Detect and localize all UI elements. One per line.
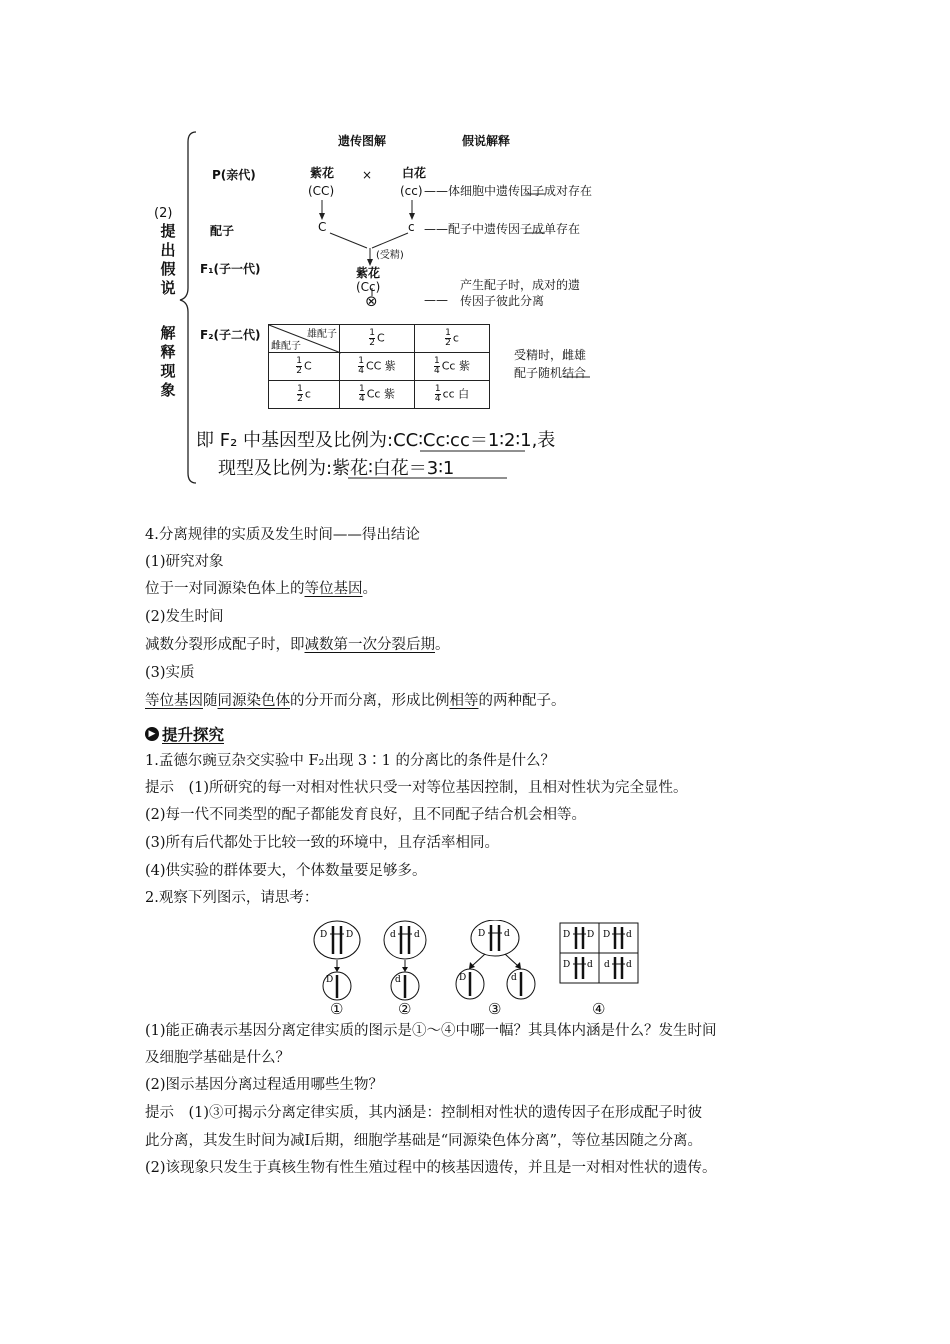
punnett-table <box>268 324 490 409</box>
section4-q3: (3)实质 <box>145 665 195 681</box>
genotype-cc: (cc) <box>400 184 423 198</box>
svg-text:D: D <box>459 973 467 983</box>
svg-text:d: d <box>390 930 396 940</box>
selfing-symbol: ⊗ <box>365 292 378 310</box>
explain-segregation-1: 产生配子时，成对的遗 <box>460 278 581 292</box>
diagram-2 <box>384 921 426 1000</box>
caption-2: ② <box>398 1000 412 1018</box>
cell-cc: $\frac{1}{4}$ cc 白 <box>415 381 490 409</box>
gamete-c: c <box>408 220 415 234</box>
explain-dash: —— <box>424 293 448 307</box>
explore-tip-1: 提示 (1)所研究的每一对相对性状只受一对等位基因控制，且相对性状为完全显性。 <box>145 780 688 796</box>
svg-text:d: d <box>604 960 610 970</box>
male-gamete-C: $\frac{1}{2}$ C <box>340 325 415 353</box>
explore-ans1-line1: 提示 (1)③可揭示分离定律实质，其内涵是：控制相对性状的遗传因子在形成配子时彼 <box>145 1105 703 1121</box>
caption-3: ③ <box>488 1000 502 1018</box>
male-gamete-c: $\frac{1}{2}$ c <box>415 325 490 353</box>
explain-paired: ——体细胞中遗传因子成对存在 <box>424 184 593 198</box>
diagram-1 <box>314 921 360 1000</box>
svg-text:d: d <box>511 973 517 983</box>
header-cell: 雄配子 雌配子 <box>269 325 340 353</box>
cell-diagrams <box>310 920 670 1020</box>
row-parent: P(亲代) <box>212 168 256 182</box>
explain-random-2: 配子随机结合 <box>514 366 587 380</box>
diagram-3 <box>456 920 535 999</box>
side-number: (2) <box>154 206 173 221</box>
explore-header: ▶ 提升探究 <box>145 723 224 745</box>
genotype-CC: (CC) <box>308 184 335 198</box>
summary-line-1: 即 F₂ 中基因型及比例为:CC∶Cc∶cc＝1∶2∶1,表 <box>196 430 556 451</box>
section4-title: 4.分离规律的实质及发生时间——得出结论 <box>145 527 420 543</box>
genetics-figure <box>150 128 660 488</box>
row-f2: F₂(子二代) <box>200 328 261 342</box>
cell-CC: $\frac{1}{4}$ CC 紫 <box>340 353 415 381</box>
svg-text:d: d <box>504 929 510 939</box>
diagram-4 <box>560 923 638 983</box>
svg-text:D: D <box>587 930 595 940</box>
play-icon: ▶ <box>145 727 159 741</box>
explain-segregation-2: 传因子彼此分离 <box>460 294 545 308</box>
cell-Cc-2: $\frac{1}{4}$ Cc 紫 <box>340 381 415 409</box>
side-title-explain: 解 释 现 象 <box>160 324 176 399</box>
svg-text:D: D <box>326 975 334 985</box>
female-gamete-C: $\frac{1}{2}$ C <box>269 353 340 381</box>
section4-a1: 位于一对同源染色体上的等位基因。 <box>145 581 377 597</box>
svg-text:D: D <box>603 930 611 940</box>
hypothesis-heading: 假说解释 <box>462 134 511 148</box>
svg-text:d: d <box>587 960 593 970</box>
gamete-C: C <box>318 220 327 234</box>
svg-text:D: D <box>478 929 486 939</box>
svg-text:d: d <box>395 975 401 985</box>
section4-a3: 等位基因随同源染色体的分开而分离，形成比例相等的两种配子。 <box>145 693 566 709</box>
section4-a2: 减数分裂形成配子时，即减数第一次分裂后期。 <box>145 637 450 653</box>
explore-q2: 2.观察下列图示，请思考： <box>145 890 319 906</box>
row-f1: F₁(子一代) <box>200 262 261 276</box>
svg-text:D: D <box>563 930 571 940</box>
svg-text:D: D <box>320 930 328 940</box>
explore-tip-3: (3)所有后代都处于比较一致的环境中，且存活率相同。 <box>145 835 500 851</box>
explore-sub2: (2)图示基因分离过程适用哪些生物？ <box>145 1077 384 1093</box>
section4-q1: (1)研究对象 <box>145 554 224 570</box>
explain-single: ——配子中遗传因子成单存在 <box>424 222 581 236</box>
explore-tip-4: (4)供实验的群体要大，个体数量要足够多。 <box>145 863 427 879</box>
svg-text:D: D <box>563 960 571 970</box>
svg-text:d: d <box>626 930 632 940</box>
explore-ans1-line2: 此分离，其发生时间为减Ⅰ后期，细胞学基础是“同源染色体分离”，等位基因随之分离。 <box>145 1133 703 1149</box>
caption-4: ④ <box>592 1000 606 1018</box>
white-label: 白花 <box>402 166 427 180</box>
explain-random-1: 受精时，雌雄 <box>514 348 587 362</box>
side-title-hypothesis: 提 出 假 说 <box>160 222 176 297</box>
f1-purple: 紫花 <box>356 266 381 280</box>
svg-text:D: D <box>346 930 354 940</box>
explore-sub1-line1: (1)能正确表示基因分离定律实质的图示是①～④中哪一幅？其具体内涵是什么？发生时间 <box>145 1023 717 1039</box>
diagram-heading: 遗传图解 <box>338 134 387 148</box>
caption-1: ① <box>330 1000 344 1018</box>
cell-Cc-1: $\frac{1}{4}$ Cc 紫 <box>415 353 490 381</box>
explore-ans2: (2)该现象只发生于真核生物有性生殖过程中的核基因遗传，并且是一对相对性状的遗传。 <box>145 1160 717 1176</box>
explore-q1: 1.孟德尔豌豆杂交实验中 F₂出现 3∶1 的分离比的条件是什么？ <box>145 753 555 769</box>
cross-symbol: × <box>362 168 373 182</box>
section4-q2: (2)发生时间 <box>145 609 224 625</box>
f1-genotype: (Cc) <box>356 280 381 294</box>
explore-tip-2: (2)每一代不同类型的配子都能发育良好，且不同配子结合机会相等。 <box>145 807 587 823</box>
svg-text:d: d <box>626 960 632 970</box>
purple-label: 紫花 <box>310 166 335 180</box>
explore-sub1-line2: 及细胞学基础是什么？ <box>145 1050 290 1066</box>
svg-text:d: d <box>414 930 420 940</box>
row-gamete: 配子 <box>210 224 235 238</box>
fertilization-label: (受精) <box>376 250 404 261</box>
female-gamete-c: $\frac{1}{2}$ c <box>269 381 340 409</box>
summary-line-2: 现型及比例为:紫花∶白花＝3∶1 <box>218 458 455 479</box>
